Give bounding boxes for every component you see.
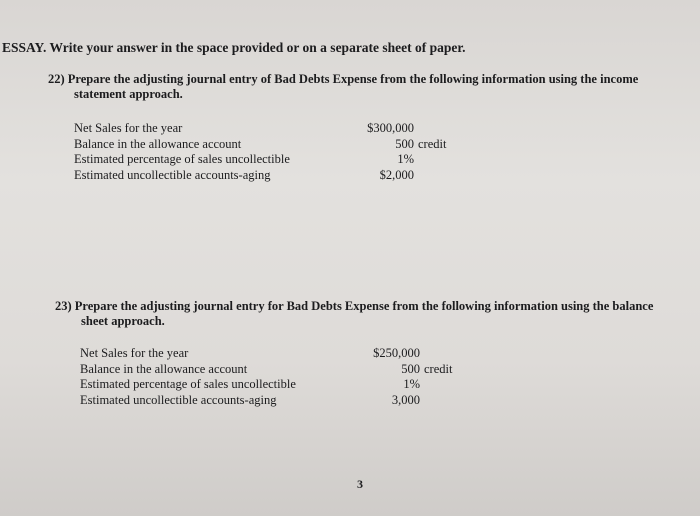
row-note — [420, 393, 424, 409]
row-value: 3,000 — [391, 392, 420, 407]
page-number: 3 — [357, 477, 363, 491]
row-value: $300,000 — [367, 121, 414, 135]
question-22-number: 22) — [48, 72, 65, 86]
row-value: 1% — [397, 152, 414, 166]
row-label: Estimated uncollectible accounts-aging — [80, 392, 277, 407]
question-22-line2: statement approach. — [74, 87, 183, 101]
row-label: Balance in the allowance account — [74, 136, 242, 151]
question-22-prompt — [48, 72, 688, 102]
row-value: $250,000 — [373, 346, 420, 360]
table-row — [80, 377, 452, 393]
table-row — [80, 393, 452, 409]
row-label: Net Sales for the year — [80, 346, 189, 360]
row-note — [414, 168, 418, 184]
row-value: 1% — [403, 377, 420, 391]
table-row — [74, 121, 446, 137]
essay-heading: ESSAY. Write your answer in the space provided or on a separate sheet of paper. — [2, 40, 466, 55]
question-22-table — [74, 121, 446, 183]
question-22-line1: Prepare the adjusting journal entry of Bad Debts Expense from the following information using the income — [67, 72, 639, 86]
row-note — [414, 152, 418, 168]
row-value: $2,000 — [379, 167, 414, 182]
row-label: Estimated uncollectible accounts-aging — [74, 167, 271, 182]
table-row — [74, 168, 446, 184]
question-23 — [55, 299, 695, 329]
question-23-line2: sheet approach. — [81, 314, 165, 328]
table-row — [80, 346, 452, 362]
row-label: Estimated percentage of sales uncollectible — [80, 377, 296, 391]
row-note — [420, 346, 424, 362]
question-22 — [48, 72, 688, 102]
table-row — [74, 152, 446, 168]
question-23-prompt — [55, 299, 695, 329]
row-note: credit — [418, 136, 447, 151]
row-note — [414, 121, 418, 137]
row-note — [420, 377, 424, 393]
question-23-table — [80, 346, 452, 408]
question-23-number: 23) — [55, 299, 72, 313]
row-value: 500 — [395, 136, 414, 151]
table-row — [74, 137, 446, 153]
question-23-line1: Prepare the adjusting journal entry for Bad Debts Expense from the following information using the balance — [74, 299, 654, 313]
row-label: Estimated percentage of sales uncollectible — [74, 152, 290, 166]
row-label: Balance in the allowance account — [80, 361, 248, 376]
row-value: 500 — [401, 361, 420, 376]
table-row — [80, 362, 452, 378]
row-note: credit — [424, 361, 453, 376]
row-label: Net Sales for the year — [74, 121, 183, 135]
